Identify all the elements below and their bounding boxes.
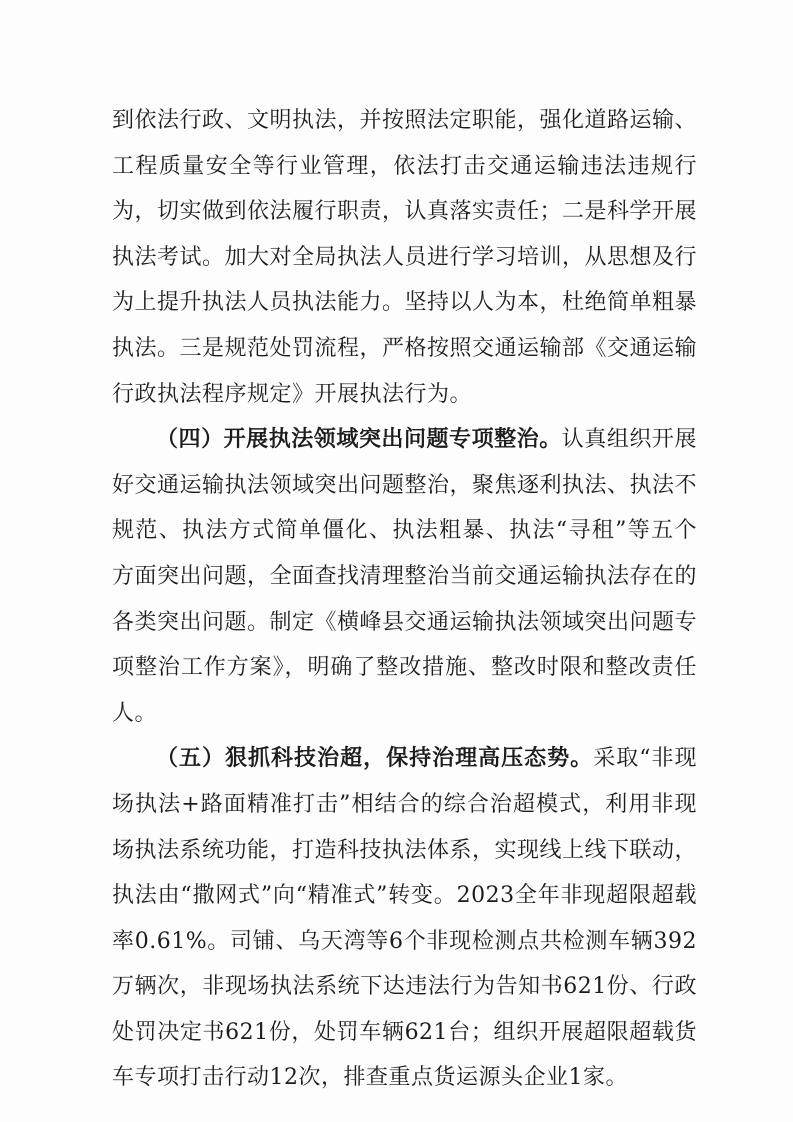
document-body bbox=[112, 98, 697, 1101]
paragraph-text: 采取“非现场执法+路面精准打击”相结合的综合治超模式，利用非现场执法系统功能，打造科技执法体系，实现线上线下联动，执法由“撒网式”向“精准式”转变。2023全年非现超限超载率0.61%。司铺、乌天湾等6个非现检测点共检测车辆392万辆次，非现场执法系统下达违法行为告知书621份、行政处罚决定书621份，处罚车辆621台；组织开展超限超载货车专项打击行动12次，排查重点货运源头企业1家。 bbox=[112, 746, 698, 1091]
paragraph-continued bbox=[112, 98, 697, 417]
paragraph-text: 到依法行政、文明执法，并按照法定职能，强化道路运输、工程质量安全等行业管理，依法打击交通运输违法违规行为，切实做到依法履行职责，认真落实责任；二是科学开展执法考试。加大对全局执法人员进行学习培训，从思想及行为上提升执法人员执法能力。坚持以人为本，杜绝简单粗暴执法。三是规范处罚流程，严格按照交通运输部《交通运输行政执法程序规定》开展执法行为。 bbox=[112, 108, 698, 407]
paragraph-section-5 bbox=[112, 736, 697, 1101]
paragraph-section-4 bbox=[112, 417, 697, 736]
section-heading: （四）开展执法领域突出问题专项整治。 bbox=[156, 426, 562, 453]
section-heading: （五）狠抓科技治超，保持治理高压态势。 bbox=[156, 745, 594, 772]
paragraph-text: 认真组织开展好交通运输执法领域突出问题整治，聚焦逐利执法、执法不规范、执法方式简单僵化、执法粗暴、执法“寻租”等五个方面突出问题，全面查找清理整治当前交通运输执法存在的各类突出问题。制定《横峰县交通运输执法领域突出问题专项整治工作方案》，明确了整改措施、整改时限和整改责任人。 bbox=[112, 427, 698, 726]
